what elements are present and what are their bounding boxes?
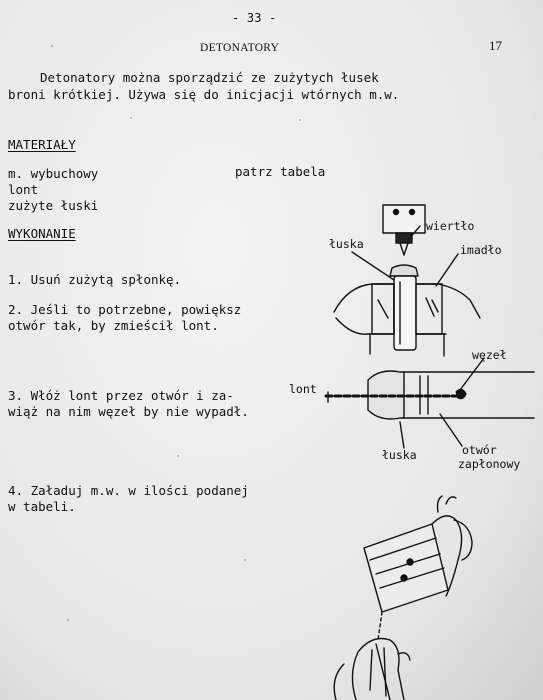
intro-line-2: broni krótkiej. Używa się do inicjacji wtórnych m.w. — [8, 87, 400, 102]
materials-heading: MATERIAŁY — [8, 137, 76, 152]
vise-shell-illustration — [334, 252, 480, 356]
label-vise: imadło — [460, 243, 502, 257]
material-item: m. wybuchowy — [8, 166, 99, 181]
page-marker: - 33 - — [232, 11, 277, 25]
material-item: lont — [8, 182, 39, 197]
label-knot: węzeł — [472, 348, 507, 362]
drill-illustration — [383, 205, 425, 255]
step-4-line-1: 4. Załaduj m.w. w ilości podanej — [8, 483, 249, 498]
label-shell-top: łuska — [329, 237, 364, 251]
intro-line-1: Detonatory można sporządzić ze zużytych łusek — [40, 70, 379, 85]
step-1-line-1: 1. Usuń zużytą spłonkę. — [8, 272, 182, 287]
materials-note: patrz tabela — [235, 164, 326, 179]
step-2-line-2: otwór tak, by zmieścił lont. — [8, 318, 219, 333]
pouring-hands-illustration — [334, 496, 472, 700]
fuse-knot-illustration — [326, 358, 534, 448]
procedure-heading: WYKONANIE — [8, 226, 76, 241]
label-primer-hole-1: otwór — [462, 443, 497, 457]
label-fuse: lont — [289, 382, 317, 396]
step-3-line-1: 3. Włóż lont przez otwór i za- — [8, 388, 234, 403]
label-primer-hole-2: zapłonowy — [458, 457, 521, 471]
page-title: DETONATORY — [200, 42, 280, 54]
step-2-line-1: 2. Jeśli to potrzebne, powiększ — [8, 302, 242, 317]
step-3-line-2: wiąż na nim węzeł by nie wypadł. — [8, 404, 249, 419]
page-number: 17 — [489, 38, 502, 53]
label-shell-bottom: łuska — [382, 448, 417, 462]
label-drill: wiertło — [426, 219, 475, 233]
step-4-line-2: w tabeli. — [8, 499, 76, 514]
material-item: zużyte łuski — [8, 198, 99, 213]
